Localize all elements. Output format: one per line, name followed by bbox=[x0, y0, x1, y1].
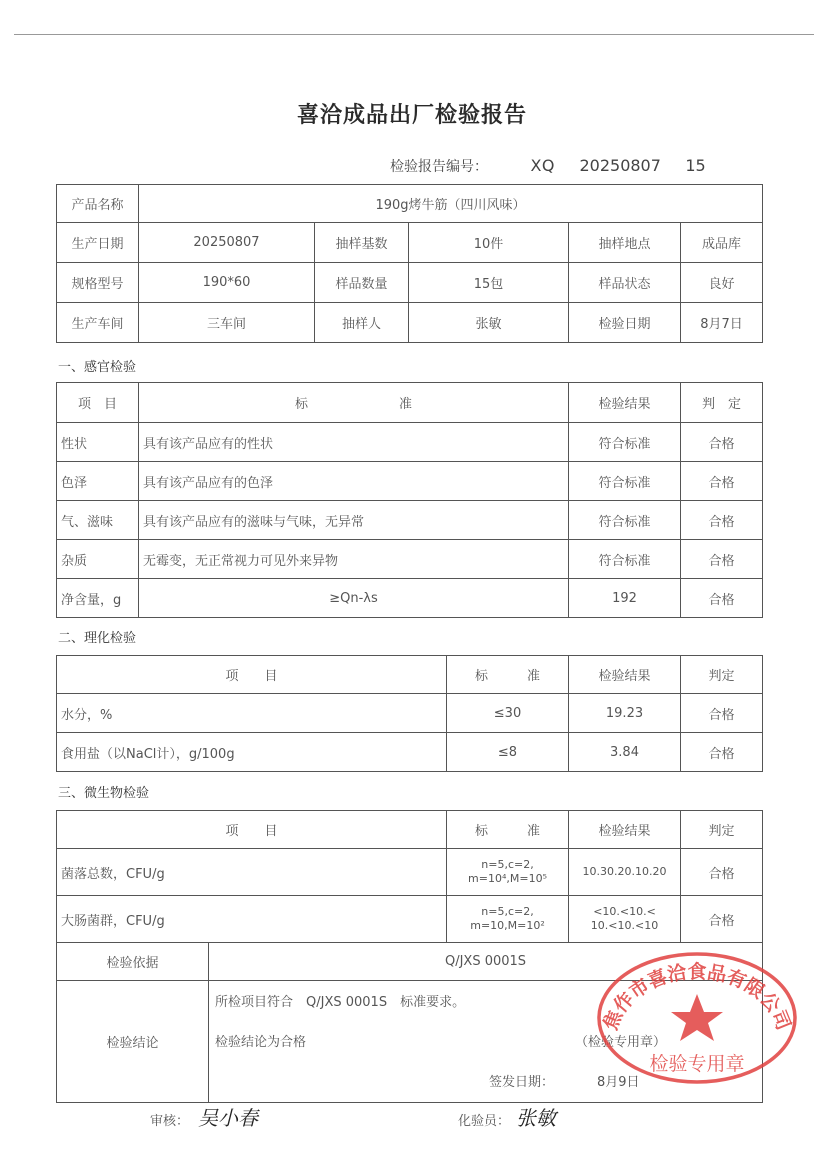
seal-purpose-text: 检验专用章 bbox=[649, 1053, 745, 1075]
report-number bbox=[390, 156, 706, 176]
sensory-item: 性状 bbox=[57, 423, 139, 462]
conclusion-line1: 所检项目符合 Q/JXS 0001S 标准要求。 bbox=[215, 995, 466, 1010]
prod-date: 20250807 bbox=[139, 223, 315, 263]
sample-qty-label: 样品数量 bbox=[315, 263, 409, 303]
workshop: 三车间 bbox=[139, 303, 315, 343]
physchem-judge: 合格 bbox=[681, 694, 763, 733]
sample-place: 成品库 bbox=[681, 223, 763, 263]
issue-date: 8月9日 bbox=[597, 1075, 640, 1090]
review-label: 审核： bbox=[150, 1114, 190, 1129]
sensory-heading: 一、感官检验 bbox=[58, 360, 137, 375]
micro-std bbox=[447, 849, 569, 896]
sensory-item: 色泽 bbox=[57, 462, 139, 501]
sampler: 张敏 bbox=[409, 303, 569, 343]
micro-header-result: 检验结果 bbox=[569, 811, 681, 849]
physchem-std: ≤8 bbox=[447, 733, 569, 772]
table-row bbox=[57, 462, 763, 501]
physchem-result: 3.84 bbox=[569, 733, 681, 772]
report-seq: 15 bbox=[685, 156, 706, 175]
sensory-header-judge: 判 定 bbox=[681, 383, 763, 423]
physchem-item: 水分，% bbox=[57, 694, 447, 733]
reviewer-signature: 吴小春 bbox=[198, 1106, 258, 1130]
report-date: 20250807 bbox=[579, 156, 661, 175]
physchem-result: 19.23 bbox=[569, 694, 681, 733]
info-table bbox=[56, 184, 763, 343]
table-row bbox=[57, 849, 763, 896]
micro-result-line2: 10.<10.<10 bbox=[590, 919, 659, 932]
table-row bbox=[57, 733, 763, 772]
physchem-table bbox=[56, 655, 763, 772]
sensory-judge: 合格 bbox=[681, 423, 763, 462]
table-row bbox=[57, 694, 763, 733]
sensory-item: 净含量，g bbox=[57, 579, 139, 618]
micro-judge: 合格 bbox=[681, 849, 763, 896]
sensory-std: 无霉变，无正常视力可见外来异物 bbox=[139, 540, 569, 579]
seal-note: （检验专用章） bbox=[575, 1035, 667, 1050]
micro-std-line2: m=10⁴,M=10⁵ bbox=[468, 872, 547, 885]
seal-company-text: 焦作市喜洽食品有限公司 bbox=[599, 960, 795, 1034]
micro-header-judge: 判定 bbox=[681, 811, 763, 849]
micro-std-line2: m=10,M=10² bbox=[470, 919, 545, 932]
sensory-judge: 合格 bbox=[681, 579, 763, 618]
physchem-header-item: 项 目 bbox=[57, 656, 447, 694]
sensory-result: 符合标准 bbox=[569, 423, 681, 462]
micro-item: 大肠菌群，CFU/g bbox=[57, 896, 447, 943]
prod-date-label: 生产日期 bbox=[57, 223, 139, 263]
sensory-judge: 合格 bbox=[681, 540, 763, 579]
sensory-item: 气、滋味 bbox=[57, 501, 139, 540]
micro-result bbox=[569, 849, 681, 896]
micro-item: 菌落总数，CFU/g bbox=[57, 849, 447, 896]
physchem-item: 食用盐（以NaCl计），g/100g bbox=[57, 733, 447, 772]
sensory-result: 符合标准 bbox=[569, 462, 681, 501]
physchem-judge: 合格 bbox=[681, 733, 763, 772]
batch: 10件 bbox=[409, 223, 569, 263]
table-row bbox=[57, 540, 763, 579]
sensory-table bbox=[56, 382, 763, 618]
product-name-label: 产品名称 bbox=[57, 185, 139, 223]
sensory-header-result: 检验结果 bbox=[569, 383, 681, 423]
inspect-date-label: 检验日期 bbox=[569, 303, 681, 343]
micro-heading: 三、微生物检验 bbox=[58, 786, 150, 801]
sample-qty: 15包 bbox=[409, 263, 569, 303]
scan-top-line bbox=[14, 34, 814, 35]
micro-result-line1: <10.<10.< bbox=[593, 905, 656, 918]
sensory-std: ≥Qn-λs bbox=[139, 579, 569, 618]
conclusion-line2: 检验结论为合格 bbox=[215, 1035, 307, 1050]
micro-std-line1: n=5,c=2, bbox=[481, 858, 534, 871]
sensory-item: 杂质 bbox=[57, 540, 139, 579]
basis-value: Q/JXS 0001S bbox=[209, 943, 763, 981]
workshop-label: 生产车间 bbox=[57, 303, 139, 343]
report-number-label: 检验报告编号： bbox=[390, 159, 488, 175]
sensory-header-item: 项 目 bbox=[57, 383, 139, 423]
sample-place-label: 抽样地点 bbox=[569, 223, 681, 263]
sensory-header-std: 标 准 bbox=[139, 383, 569, 423]
sensory-result: 符合标准 bbox=[569, 540, 681, 579]
micro-header-std: 标 准 bbox=[447, 811, 569, 849]
micro-result-line1: 10.30.20.10.20 bbox=[582, 865, 667, 878]
company-seal bbox=[594, 936, 800, 1084]
sensory-result: 192 bbox=[569, 579, 681, 618]
sensory-std: 具有该产品应有的性状 bbox=[139, 423, 569, 462]
table-row bbox=[57, 501, 763, 540]
conclusion-label: 检验结论 bbox=[57, 981, 209, 1103]
sensory-std: 具有该产品应有的色泽 bbox=[139, 462, 569, 501]
tester-signature: 张敏 bbox=[516, 1106, 556, 1130]
report-prefix: XQ bbox=[530, 156, 556, 175]
spec-label: 规格型号 bbox=[57, 263, 139, 303]
page-title: 喜洽成品出厂检验报告 bbox=[296, 103, 527, 128]
micro-header-item: 项 目 bbox=[57, 811, 447, 849]
table-row bbox=[57, 579, 763, 618]
basis-label: 检验依据 bbox=[57, 943, 209, 981]
sampler-label: 抽样人 bbox=[315, 303, 409, 343]
batch-label: 抽样基数 bbox=[315, 223, 409, 263]
product-name: 190g烤牛筋（四川风味） bbox=[139, 185, 763, 223]
sensory-judge: 合格 bbox=[681, 462, 763, 501]
sample-state-label: 样品状态 bbox=[569, 263, 681, 303]
sensory-std: 具有该产品应有的滋味与气味，无异常 bbox=[139, 501, 569, 540]
table-row bbox=[57, 423, 763, 462]
physchem-heading: 二、理化检验 bbox=[58, 631, 137, 646]
inspect-date: 8月7日 bbox=[681, 303, 763, 343]
physchem-header-judge: 判定 bbox=[681, 656, 763, 694]
physchem-header-std: 标 准 bbox=[447, 656, 569, 694]
micro-std-line1: n=5,c=2, bbox=[481, 905, 534, 918]
sample-state: 良好 bbox=[681, 263, 763, 303]
sensory-result: 符合标准 bbox=[569, 501, 681, 540]
seal-star-icon bbox=[671, 994, 723, 1041]
spec: 190*60 bbox=[139, 263, 315, 303]
physchem-header-result: 检验结果 bbox=[569, 656, 681, 694]
micro-std bbox=[447, 896, 569, 943]
micro-judge: 合格 bbox=[681, 896, 763, 943]
issue-date-label: 签发日期： bbox=[489, 1075, 555, 1090]
physchem-std: ≤30 bbox=[447, 694, 569, 733]
tester-label: 化验员： bbox=[458, 1114, 511, 1129]
sensory-judge: 合格 bbox=[681, 501, 763, 540]
